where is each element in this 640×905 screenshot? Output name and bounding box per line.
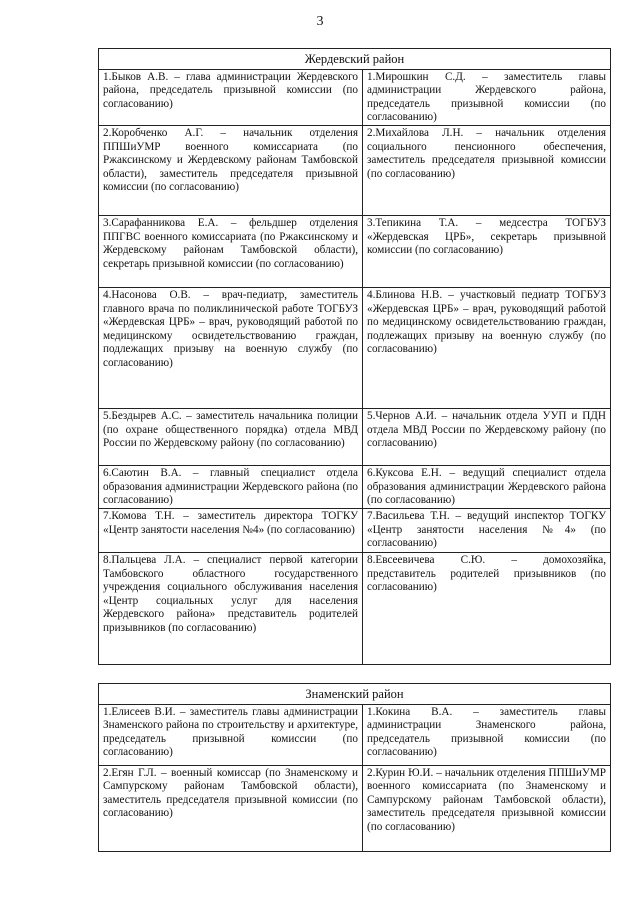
page-number: 3 bbox=[316, 14, 324, 29]
reserve-member-cell: 7.Васильева Т.Н. – ведущий инспектор ТОГКУ «Центр занятости населения №4» (по согласованию) bbox=[363, 508, 611, 552]
member-cell: 1.Елисеев В.И. – заместитель главы администрации Знаменского района по строительству и архитектуре, председатель призывной комиссии (по согласованию) bbox=[99, 704, 363, 765]
table-row bbox=[99, 287, 611, 408]
reserve-member-cell: 5.Чернов А.И. – начальник отдела УУП и ПДН отдела МВД России по Жердевскому району (по согласованию) bbox=[363, 408, 611, 465]
table-row bbox=[99, 408, 611, 465]
member-cell: 4.Насонова О.В. – врач-педиатр, заместитель главного врача по поликлинической работе ТОГБУЗ «Жердевская ЦРБ» – врач, руководящий работой по медицинскому освидетельствованию граждан, подлежащих призыву на военную службу (по согласованию) bbox=[99, 287, 363, 408]
member-cell: 6.Саютин В.А. – главный специалист отдела образования администрации Жердевского района (по согласованию) bbox=[99, 465, 363, 508]
member-cell: 7.Комова Т.Н. – заместитель директора ТОГКУ «Центр занятости населения №4» (по согласованию) bbox=[99, 508, 363, 552]
district-header-row bbox=[99, 684, 611, 705]
member-cell: 5.Бездырев А.С. – заместитель начальника полиции (по охране общественного порядка) отдела МВД России по Жердевскому району (по согласованию) bbox=[99, 408, 363, 465]
reserve-member-cell: 2.Михайлова Л.Н. – начальник отделения социального пенсионного обеспечения, заместитель председателя призывной комиссии (по согласованию) bbox=[363, 125, 611, 215]
reserve-member-cell: 1.Мирошкин С.Д. – заместитель главы администрации Жердевского района, председатель призывной комиссии (по согласованию) bbox=[363, 69, 611, 125]
reserve-member-cell: 3.Тепикина Т.А. – медсестра ТОГБУЗ «Жердевская ЦРБ», секретарь призывной комиссии (по согласованию) bbox=[363, 215, 611, 287]
reserve-member-cell: 1.Кокина В.А. – заместитель главы администрации Знаменского района, председатель призывной комиссии (по согласованию) bbox=[363, 704, 611, 765]
member-cell: 2.Коробченко А.Г. – начальник отделения ППШиУМР военного комиссариата (по Ржаксинскому и Жердевскому районам Тамбовской области), заместитель председателя призывной комиссии (по согласованию) bbox=[99, 125, 363, 215]
member-cell: 1.Быков А.В. – глава администрации Жердевского района, председатель призывной комиссии (по согласованию) bbox=[99, 69, 363, 125]
table-row bbox=[99, 704, 611, 765]
district-title: Жердевский район bbox=[99, 49, 611, 70]
reserve-member-cell: 2.Курин Ю.И. – начальник отделения ППШиУМР военного комиссариата (по Знаменскому и Сампурскому районам Тамбовской области), заместитель председателя призывной комиссии (по согласованию) bbox=[363, 765, 611, 851]
reserve-member-cell: 8.Евсеевичева С.Ю. – домохозяйка, представитель родителей призывников (по согласованию) bbox=[363, 552, 611, 664]
table-row bbox=[99, 69, 611, 125]
table-row bbox=[99, 465, 611, 508]
table-row bbox=[99, 125, 611, 215]
member-cell: 2.Егян Г.Л. – военный комиссар (по Знаменскому и Сампурскому районам Тамбовской области), заместитель председателя призывной комиссии (по согласованию) bbox=[99, 765, 363, 851]
member-cell: 8.Пальцева Л.А. – специалист первой категории Тамбовского областного государственного учреждения социального обслуживания населения «Центр социальных услуг для населения Жердевского района» представитель родителей призывников (по согласованию) bbox=[99, 552, 363, 664]
table-row bbox=[99, 508, 611, 552]
table-row bbox=[99, 765, 611, 851]
table-row bbox=[99, 215, 611, 287]
reserve-member-cell: 6.Куксова Е.Н. – ведущий специалист отдела образования администрации Жердевского района (по согласованию) bbox=[363, 465, 611, 508]
district-title: Знаменский район bbox=[99, 684, 611, 705]
zherdevsky-district-table bbox=[98, 48, 611, 665]
reserve-member-cell: 4.Блинова Н.В. – участковый педиатр ТОГБУЗ «Жердевская ЦРБ» – врач, руководящий работой по медицинскому освидетельствованию граждан, подлежащих призыву на военную службу (по согласованию) bbox=[363, 287, 611, 408]
district-header-row bbox=[99, 49, 611, 70]
member-cell: 3.Сарафанникова Е.А. – фельдшер отделения ППГВС военного комиссариата (по Ржаксинскому и Жердевскому районам Тамбовской области), секретарь призывной комиссии (по согласованию) bbox=[99, 215, 363, 287]
znamensky-district-table bbox=[98, 683, 611, 852]
table-row bbox=[99, 552, 611, 664]
